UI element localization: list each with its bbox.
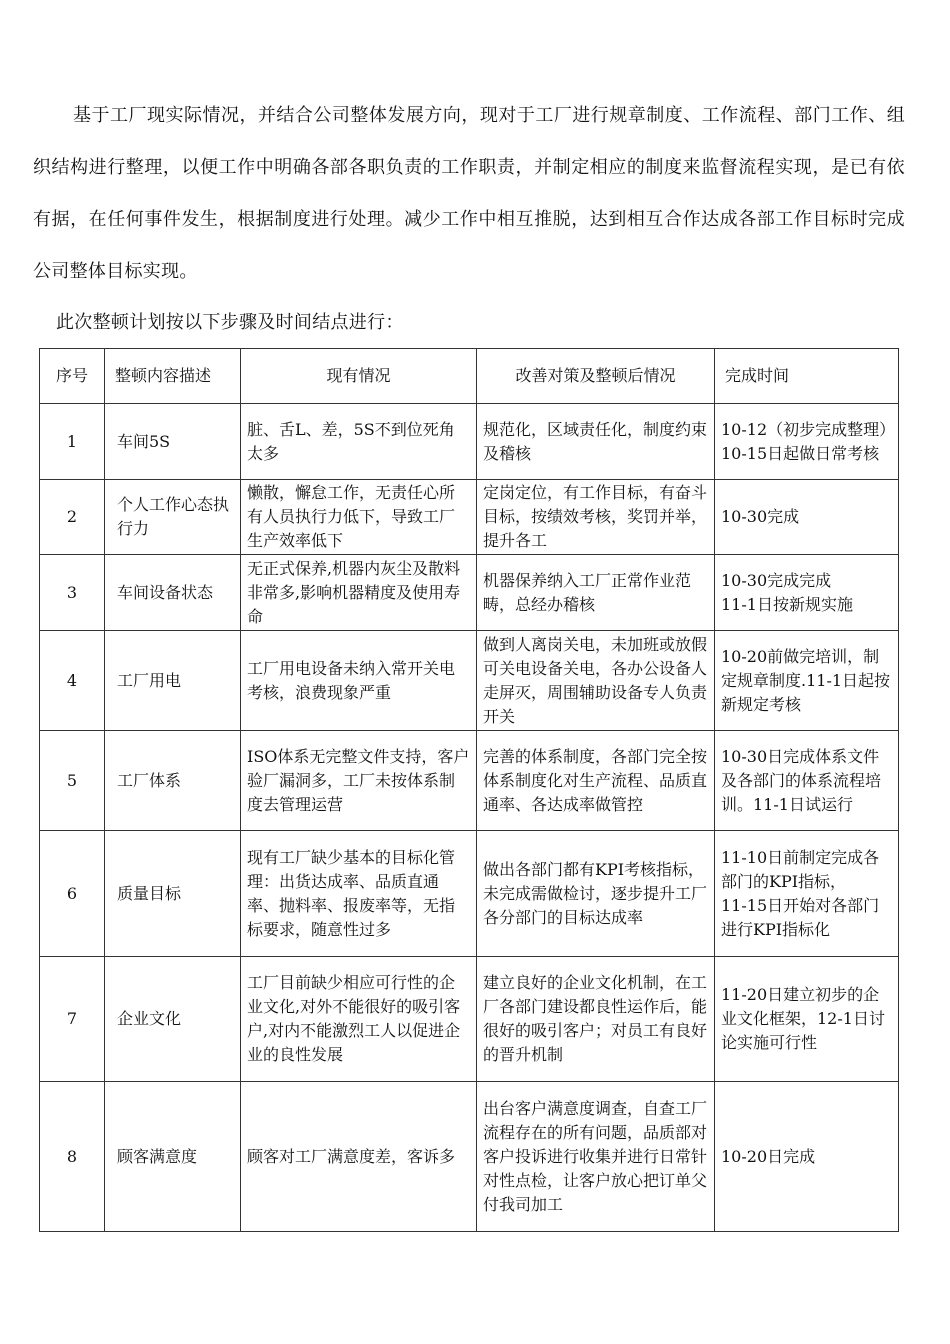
table-row (40, 404, 899, 480)
row-topic: 工厂用电 (105, 631, 241, 731)
steps-intro: 此次整顿计划按以下步骤及时间结点进行： (56, 312, 404, 333)
table-row (40, 480, 899, 555)
row-topic: 质量目标 (105, 831, 241, 957)
header-current: 现有情况 (241, 349, 477, 404)
table-row (40, 555, 899, 631)
row-current-situation: ISO体系无完整文件支持，客户验厂漏洞多，工厂未按体系制度去管理运营 (241, 731, 477, 831)
row-number: 7 (40, 957, 105, 1082)
table-row (40, 957, 899, 1082)
row-current-situation: 无正式保养,机器内灰尘及散料非常多,影响机器精度及使用寿命 (241, 555, 477, 631)
row-current-situation: 顾客对工厂满意度差，客诉多 (241, 1082, 477, 1232)
row-topic: 顾客满意度 (105, 1082, 241, 1232)
row-deadline: 10-30完成完成 11-1日按新规实施 (715, 555, 899, 631)
header-measures: 改善对策及整顿后情况 (477, 349, 715, 404)
row-measures: 出台客户满意度调查，自查工厂流程存在的所有问题，品质部对客户投诉进行收集并进行日常针对性点检，让客户放心把订单父付我司加工 (477, 1082, 715, 1232)
row-deadline: 11-10日前制定完成各部门的KPI指标， 11-15日开始对各部门进行KPI指标化 (715, 831, 899, 957)
row-measures: 完善的体系制度，各部门完全按体系制度化对生产流程、品质直通率、各达成率做管控 (477, 731, 715, 831)
row-measures: 做出各部门都有KPI考核指标，未完成需做检讨，逐步提升工厂各分部门的目标达成率 (477, 831, 715, 957)
row-topic: 工厂体系 (105, 731, 241, 831)
row-deadline: 10-20前做完培训，制定规章制度.11-1日起按新规定考核 (715, 631, 899, 731)
row-number: 4 (40, 631, 105, 731)
table-row (40, 1082, 899, 1232)
rectification-plan-table (39, 348, 899, 1232)
row-measures: 定岗定位，有工作目标，有奋斗目标，按绩效考核，奖罚并举，提升各工 (477, 480, 715, 555)
row-deadline: 10-30完成 (715, 480, 899, 555)
row-number: 1 (40, 404, 105, 480)
row-measures: 机器保养纳入工厂正常作业范畴，总经办稽核 (477, 555, 715, 631)
row-current-situation: 懒散，懈怠工作，无责任心所有人员执行力低下，导致工厂生产效率低下 (241, 480, 477, 555)
intro-paragraph: 基于工厂现实际情况，并结合公司整体发展方向，现对于工厂进行规章制度、工作流程、部门工作、组织结构进行整理，以便工作中明确各部各职负责的工作职责，并制定相应的制度来监督流程实现，是已有依有据，在任何事件发生，根据制度进行处理。减少工作中相互推脱，达到相互合作达成各部工作目标时完成公司整体目标实现。 (33, 105, 905, 282)
row-current-situation: 工厂目前缺少相应可行性的企业文化,对外不能很好的吸引客户,对内不能激烈工人以促进企业的良性发展 (241, 957, 477, 1082)
row-number: 6 (40, 831, 105, 957)
header-topic: 整顿内容描述 (105, 349, 241, 404)
row-current-situation: 工厂用电设备未纳入常开关电考核，浪费现象严重 (241, 631, 477, 731)
row-number: 8 (40, 1082, 105, 1232)
row-current-situation: 现有工厂缺少基本的目标化管理：出货达成率、品质直通率、抛料率、报废率等，无指标要求，随意性过多 (241, 831, 477, 957)
row-deadline: 10-12（初步完成整理）10-15日起做日常考核 (715, 404, 899, 480)
row-number: 2 (40, 480, 105, 555)
row-topic: 个人工作心态执行力 (105, 480, 241, 555)
table-row (40, 831, 899, 957)
row-number: 5 (40, 731, 105, 831)
table-header-row (40, 349, 899, 404)
row-measures: 做到人离岗关电，未加班或放假可关电设备关电，各办公设备人走屏灭，周围辅助设备专人负责开关 (477, 631, 715, 731)
row-topic: 车间设备状态 (105, 555, 241, 631)
table-row (40, 631, 899, 731)
row-topic: 车间5S (105, 404, 241, 480)
header-deadline: 完成时间 (715, 349, 899, 404)
table-row (40, 731, 899, 831)
row-deadline: 10-20日完成 (715, 1082, 899, 1232)
row-current-situation: 脏、舌L、差，5S不到位死角太多 (241, 404, 477, 480)
row-deadline: 11-20日建立初步的企业文化框架，12-1日讨论实施可行性 (715, 957, 899, 1082)
header-no: 序号 (40, 349, 105, 404)
row-deadline: 10-30日完成体系文件及各部门的体系流程培训。11-1日试运行 (715, 731, 899, 831)
row-measures: 规范化，区域责任化，制度约束及稽核 (477, 404, 715, 480)
row-number: 3 (40, 555, 105, 631)
row-topic: 企业文化 (105, 957, 241, 1082)
row-measures: 建立良好的企业文化机制，在工厂各部门建设都良性运作后，能很好的吸引客户；对员工有良好的晋升机制 (477, 957, 715, 1082)
